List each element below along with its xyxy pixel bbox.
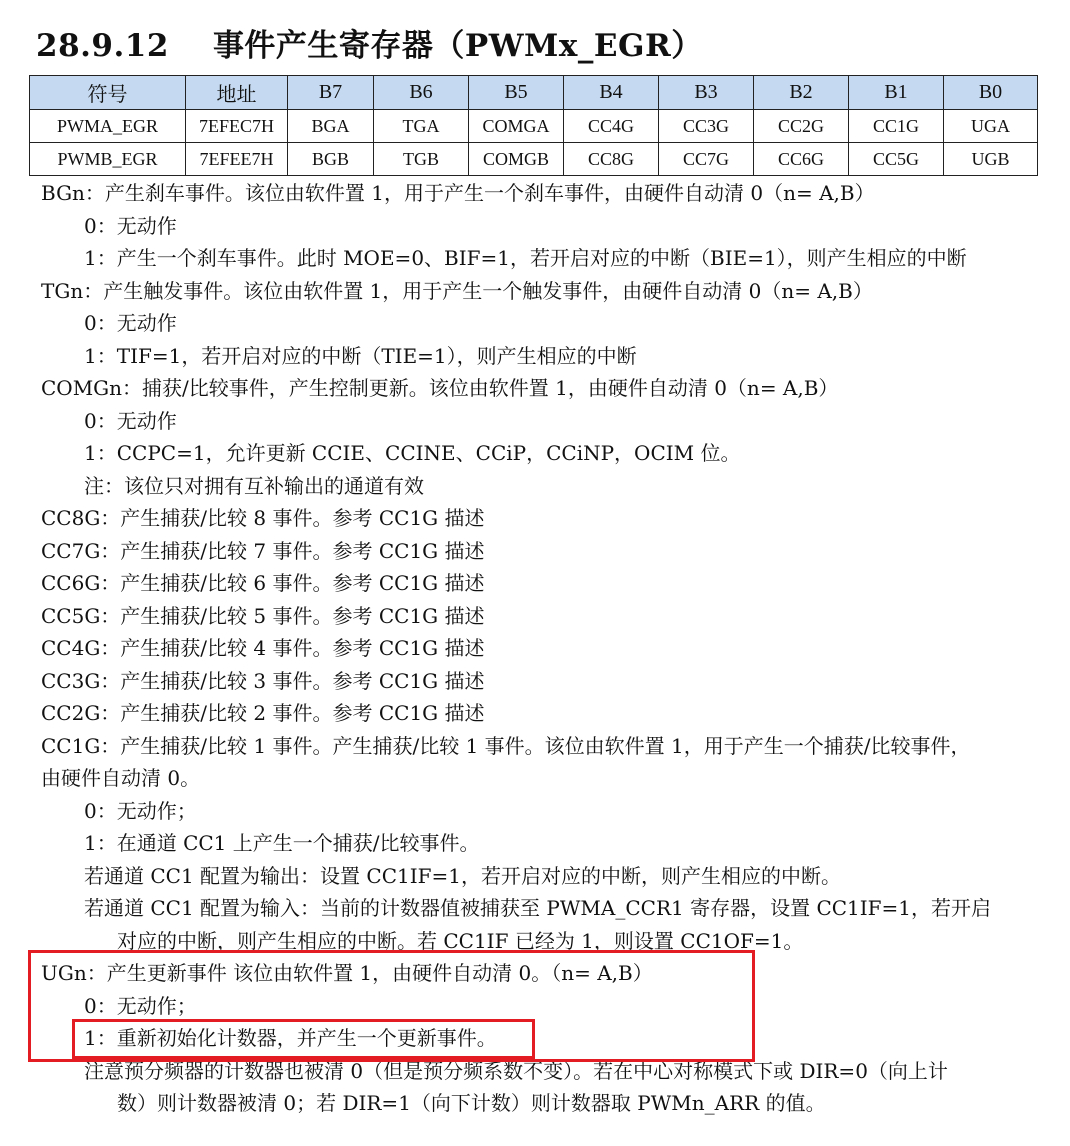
tgn-description: TGn：产生触发事件。该位由软件置 1，用于产生一个触发事件，由硬件自动清 0（n= A,B）	[41, 278, 873, 303]
cc6g-description: CC6G：产生捕获/比较 6 事件。参考 CC1G 描述	[41, 571, 485, 595]
header-b0: B0	[944, 76, 1038, 110]
table-row	[30, 110, 1038, 143]
table-cell: CC7G	[659, 143, 754, 176]
header-symbol: 符号	[30, 76, 186, 110]
cc1g-input-note: 若通道 CC1 配置为输入：当前的计数器值被捕获至 PWMA_CCR1 寄存器，设置 CC1IF=1，若开启	[84, 896, 992, 920]
comgn-option-0: 0：无动作	[84, 408, 177, 433]
ugn-note: 注意预分频器的计数器也被清 0（但是预分频系数不变）。若在中心对称模式下或 DIR=0（向上计	[84, 1058, 948, 1083]
table-cell: PWMA_EGR	[30, 110, 186, 143]
table-row	[30, 143, 1038, 176]
table-cell: COMGB	[469, 143, 564, 176]
table-cell: COMGA	[469, 110, 564, 143]
table-cell: CC2G	[754, 110, 849, 143]
bgn-option-1: 1：产生一个刹车事件。此时 MOE=0、BIF=1，若开启对应的中断（BIE=1），则产生相应的中断	[84, 246, 967, 270]
cc2g-description: CC2G：产生捕获/比较 2 事件。参考 CC1G 描述	[41, 701, 485, 725]
header-b7: B7	[288, 76, 374, 110]
ugn-option-highlight-box	[72, 1019, 535, 1059]
table-cell: CC3G	[659, 110, 754, 143]
header-address: 地址	[186, 76, 288, 110]
cc8g-description: CC8G：产生捕获/比较 8 事件。参考 CC1G 描述	[41, 506, 485, 530]
table-cell: CC6G	[754, 143, 849, 176]
cc7g-description: CC7G：产生捕获/比较 7 事件。参考 CC1G 描述	[41, 538, 485, 563]
table-cell: BGA	[288, 110, 374, 143]
header-b2: B2	[754, 76, 849, 110]
cc1g-description-cont: 由硬件自动清 0。	[41, 766, 201, 790]
cc1g-input-note-cont: 对应的中断，则产生相应的中断。若 CC1IF 已经为 1，则设置 CC1OF=1。	[117, 928, 804, 953]
header-b5: B5	[469, 76, 564, 110]
table-cell: 7EFEC7H	[186, 110, 288, 143]
cc1g-option-0: 0：无动作；	[84, 798, 197, 823]
table-cell: CC5G	[849, 143, 944, 176]
cc1g-output-note: 若通道 CC1 配置为输出：设置 CC1IF=1，若开启对应的中断，则产生相应的中断。	[84, 863, 841, 888]
table-cell: CC8G	[564, 143, 659, 176]
comgn-option-1: 1：CCPC=1，允许更新 CCIE、CCINE、CCiP，CCiNP，OCIM 位。	[84, 441, 741, 465]
header-b1: B1	[849, 76, 944, 110]
section-number: 28.9.12	[36, 28, 169, 64]
table-cell: CC1G	[849, 110, 944, 143]
cc4g-description: CC4G：产生捕获/比较 4 事件。参考 CC1G 描述	[41, 636, 485, 660]
cc1g-option-1: 1：在通道 CC1 上产生一个捕获/比较事件。	[84, 831, 480, 855]
cc3g-description: CC3G：产生捕获/比较 3 事件。参考 CC1G 描述	[41, 668, 485, 693]
table-cell: 7EFEE7H	[186, 143, 288, 176]
tgn-option-1: 1：TIF=1，若开启对应的中断（TIE=1），则产生相应的中断	[84, 343, 637, 368]
header-b4: B4	[564, 76, 659, 110]
section-title: 事件产生寄存器（PWMx_EGR）	[212, 28, 703, 64]
bgn-option-0: 0：无动作	[84, 213, 177, 238]
table-cell: UGA	[944, 110, 1038, 143]
register-table	[29, 75, 1038, 176]
bgn-description: BGn：产生刹车事件。该位由软件置 1，用于产生一个刹车事件，由硬件自动清 0（n= A,B）	[41, 181, 875, 205]
ugn-note-cont: 数）则计数器被清 0；若 DIR=1（向下计数）则计数器取 PWMn_ARR 的值。	[117, 1091, 826, 1115]
comgn-description: COMGn：捕获/比较事件，产生控制更新。该位由软件置 1，由硬件自动清 0（n= A,B）	[41, 376, 839, 400]
header-b3: B3	[659, 76, 754, 110]
header-b6: B6	[374, 76, 469, 110]
table-header-row	[30, 76, 1038, 110]
ugn-option-0: 0：无动作；	[84, 993, 197, 1018]
cc1g-description: CC1G：产生捕获/比较 1 事件。产生捕获/比较 1 事件。该位由软件置 1，用于产生一个捕获/比较事件，	[41, 733, 971, 758]
table-cell: TGB	[374, 143, 469, 176]
table-cell: TGA	[374, 110, 469, 143]
cc5g-description: CC5G：产生捕获/比较 5 事件。参考 CC1G 描述	[41, 603, 485, 628]
table-cell: BGB	[288, 143, 374, 176]
table-cell: UGB	[944, 143, 1038, 176]
ugn-option-1: 1：重新初始化计数器，并产生一个更新事件。	[84, 1026, 497, 1050]
tgn-option-0: 0：无动作	[84, 311, 177, 335]
table-cell: PWMB_EGR	[30, 143, 186, 176]
section-heading	[36, 20, 703, 65]
table-cell: CC4G	[564, 110, 659, 143]
comgn-note: 注：该位只对拥有互补输出的通道有效	[84, 473, 424, 498]
ugn-description: UGn：产生更新事件 该位由软件置 1，由硬件自动清 0。（n= A,B）	[41, 961, 653, 985]
